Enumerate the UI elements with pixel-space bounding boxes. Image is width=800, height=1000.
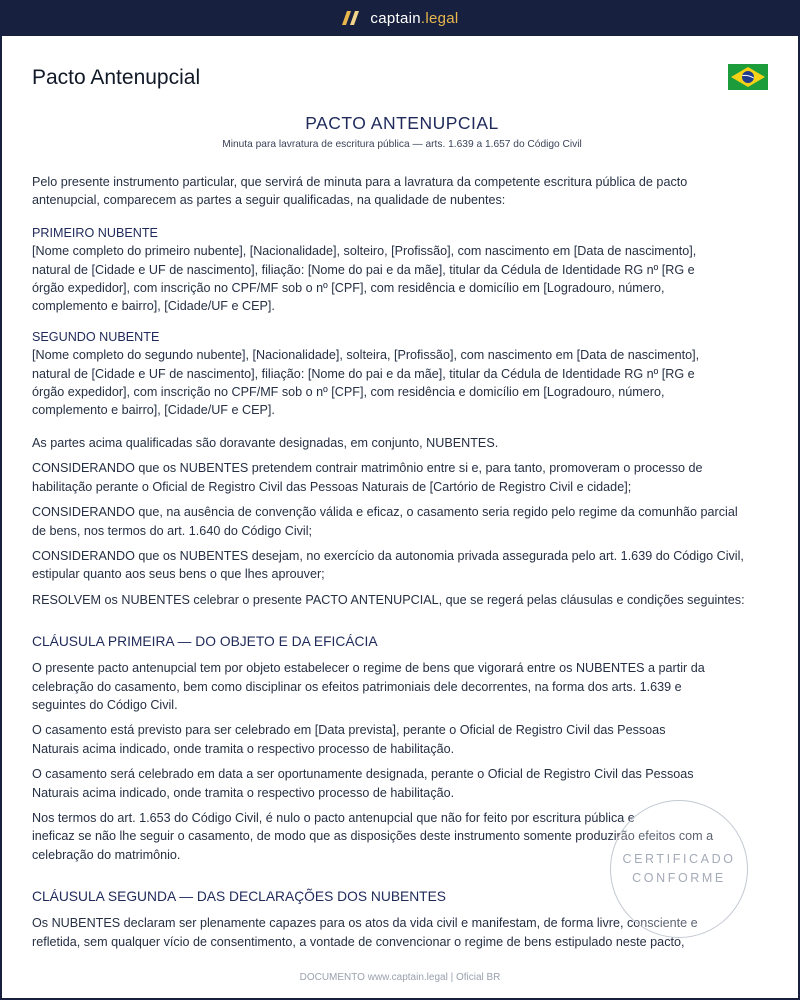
intro-paragraph bbox=[32, 173, 772, 210]
party-heading: SEGUNDO NUBENTE bbox=[32, 329, 160, 344]
stamp-line: CONFORME bbox=[632, 871, 726, 885]
party-line: órgão expedidor], com inscrição no CPF/MF sob o nº [CPF], com residência e domicílio em [Logradouro, número, bbox=[32, 385, 665, 400]
considerando-paragraph bbox=[32, 503, 772, 540]
stamp-line: CERTIFICADO bbox=[622, 852, 736, 866]
paragraph-line: ineficaz se não lhe seguir o casamento, de modo que as disposições deste instrumento somente produzirão efeitos com a bbox=[32, 829, 714, 844]
paragraph-line: celebração do casamento, bem como disciplinar os efeitos patrimoniais dele decorrentes, na forma dos arts. 1.639 e bbox=[32, 679, 682, 694]
paragraph-line: CONSIDERANDO que os NUBENTES desejam, no exercício da autonomia privada assegurada pelo art. 1.639 do Código Civil, bbox=[32, 548, 744, 563]
page-title: Pacto Antenupcial bbox=[32, 66, 201, 89]
party-line: complemento e bairro], [Cidade/UF e CEP]. bbox=[32, 299, 275, 314]
party-line: órgão expedidor], com inscrição no CPF/MF sob o nº [CPF], com residência e domicílio em [Logradouro, número, bbox=[32, 281, 665, 296]
intro-line: Pelo presente instrumento particular, que servirá de minuta para a lavratura da competente escritura pública de pacto bbox=[32, 175, 688, 189]
party-line: natural de [Cidade e UF de nascimento], filiação: [Nome do pai e da mãe], titular da Cédula de Identidade RG nº [RG e bbox=[32, 262, 695, 277]
brazil-flag-icon bbox=[728, 64, 768, 90]
document-page bbox=[2, 36, 798, 998]
paragraph-line: CONSIDERANDO que, na ausência de convenção válida e eficaz, o casamento seria regido pelo regime da comunhão parcial bbox=[32, 505, 738, 520]
paragraph-line: habilitação perante o Oficial de Registro Civil das Pessoas Naturais de [Cartório de Registro Civil e cidade]; bbox=[32, 479, 632, 494]
considerando-paragraph bbox=[32, 547, 772, 584]
paragraph-line: Naturais acima indicado, onde tramita o respectivo processo de habilitação. bbox=[32, 785, 455, 800]
designation-paragraph: As partes acima qualificadas são doravante designadas, em conjunto, NUBENTES. bbox=[32, 435, 499, 450]
party-line: [Nome completo do segundo nubente], [Nacionalidade], solteira, [Profissão], com nascimento em [Data de nascimento], bbox=[32, 348, 700, 363]
clause-paragraph bbox=[32, 721, 772, 758]
brand-mark-icon bbox=[341, 10, 361, 26]
party-second bbox=[32, 328, 772, 420]
paragraph-line: O casamento está previsto para ser celebrado em [Data prevista], perante o Oficial de Registro Civil das Pessoas bbox=[32, 723, 666, 738]
resolvem-paragraph: RESOLVEM os NUBENTES celebrar o presente PACTO ANTENUPCIAL, que se regerá pelas cláusulas e condições seguintes: bbox=[32, 592, 745, 607]
considerando-paragraph bbox=[32, 459, 772, 496]
paragraph-line: seguintes do Código Civil. bbox=[32, 697, 178, 712]
paragraph-line: CONSIDERANDO que os NUBENTES pretendem contrair matrimônio entre si e, para tanto, promoveram o processo de bbox=[32, 461, 703, 476]
paragraph-line: Naturais acima indicado, onde tramita o respectivo processo de habilitação. bbox=[32, 741, 455, 756]
paragraph-line: de bens, nos termos do art. 1.640 do Código Civil; bbox=[32, 523, 313, 538]
party-heading: PRIMEIRO NUBENTE bbox=[32, 225, 158, 240]
intro-line: antenupcial, comparecem as partes a seguir qualificadas, na qualidade de nubentes: bbox=[32, 193, 506, 208]
paragraph-line: refletida, sem qualquer vício de consentimento, a vontade de convencionar o regime de bens estipulado neste pacto, bbox=[32, 934, 685, 949]
document-subtitle: Minuta para lavratura de escritura pública — arts. 1.639 a 1.657 do Código Civil bbox=[222, 139, 582, 150]
clause-heading: CLÁUSULA SEGUNDA — DAS DECLARAÇÕES DOS NUBENTES bbox=[32, 889, 447, 905]
brand-name: captain.legal bbox=[370, 9, 459, 27]
top-bar bbox=[0, 0, 800, 36]
brand-logo[interactable] bbox=[341, 10, 458, 27]
clause-paragraph bbox=[32, 659, 772, 714]
party-line: complemento e bairro], [Cidade/UF e CEP]. bbox=[32, 403, 275, 418]
page-footer: DOCUMENTO www.captain.legal | Oficial BR bbox=[299, 972, 501, 983]
party-line: natural de [Cidade e UF de nascimento], filiação: [Nome do pai e da mãe], titular da Cédula de Identidade RG nº [RG e bbox=[32, 366, 695, 381]
paragraph-line: O presente pacto antenupcial tem por objeto estabelecer o regime de bens que vigorará entre os NUBENTES a partir da bbox=[32, 661, 705, 676]
clause-paragraph bbox=[32, 765, 772, 802]
paragraph-line: Os NUBENTES declaram ser plenamente capazes para os atos da vida civil e manifestam, de forma livre, consciente e bbox=[32, 916, 698, 931]
paragraph-line: Nos termos do art. 1.653 do Código Civil, é nulo o pacto antenupcial que não for feito por escritura pública e bbox=[32, 810, 635, 825]
paragraph-line: estipular quanto aos seus bens o que lhes aprouver; bbox=[32, 567, 325, 582]
certification-stamp bbox=[610, 800, 748, 938]
party-first bbox=[32, 224, 772, 316]
paragraph-line: celebração do matrimônio. bbox=[32, 847, 181, 862]
party-line: [Nome completo do primeiro nubente], [Nacionalidade], solteiro, [Profissão], com nascimento em [Data de nascimento], bbox=[32, 244, 697, 259]
paragraph-line: O casamento será celebrado em data a ser oportunamente designada, perante o Oficial de Registro Civil das Pessoas bbox=[32, 767, 694, 782]
document-title: PACTO ANTENUPCIAL bbox=[305, 113, 499, 133]
clause-heading: CLÁUSULA PRIMEIRA — DO OBJETO E DA EFICÁCIA bbox=[32, 634, 378, 650]
